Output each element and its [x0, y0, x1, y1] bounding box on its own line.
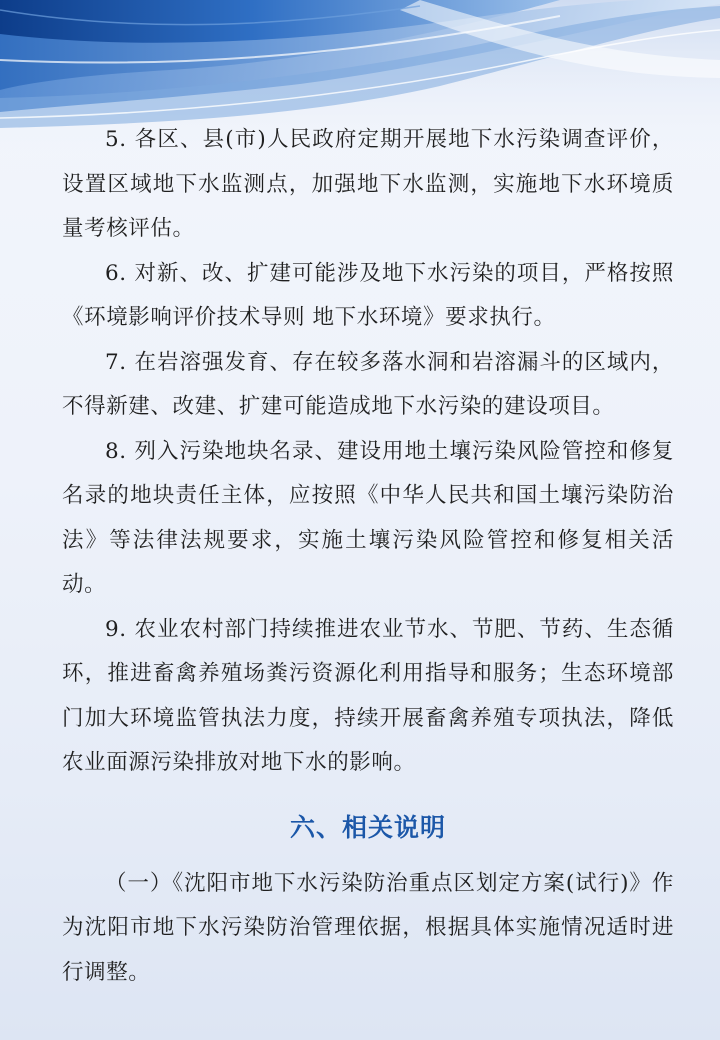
paragraph-7: 7. 在岩溶强发育、存在较多落水洞和岩溶漏斗的区域内，不得新建、改建、扩建可能造成地下水污染的建设项目。 [62, 349, 674, 419]
paragraph-5: 5. 各区、县(市)人民政府定期开展地下水污染调查评价，设置区域地下水监测点，加强地下水监测，实施地下水环境质量考核评估。 [62, 127, 674, 241]
paragraph-9: 9. 农业农村部门持续推进农业节水、节肥、节药、生态循环，推进畜禽养殖场粪污资源化利用指导和服务；生态环境部门加大环境监管执法力度，持续开展畜禽养殖专项执法，降低农业面源污染排放对地下水的影响。 [62, 616, 674, 775]
paragraph-6: 6. 对新、改、扩建可能涉及地下水污染的项目，严格按照《环境影响评价技术导则 地下水环境》要求执行。 [62, 260, 674, 330]
paragraph-8: 8. 列入污染地块名录、建设用地土壤污染风险管控和修复名录的地块责任主体，应按照《中华人民共和国土壤污染防治法》等法律法规要求，实施土壤污染风险管控和修复相关活动。 [62, 438, 674, 597]
document-body [62, 118, 674, 995]
paragraph-note-1: （一）《沈阳市地下水污染防治重点区划定方案(试行)》作为沈阳市地下水污染防治管理依据，根据具体实施情况适时进行调整。 [62, 870, 674, 985]
section-heading: 六、相关说明 [289, 812, 446, 842]
